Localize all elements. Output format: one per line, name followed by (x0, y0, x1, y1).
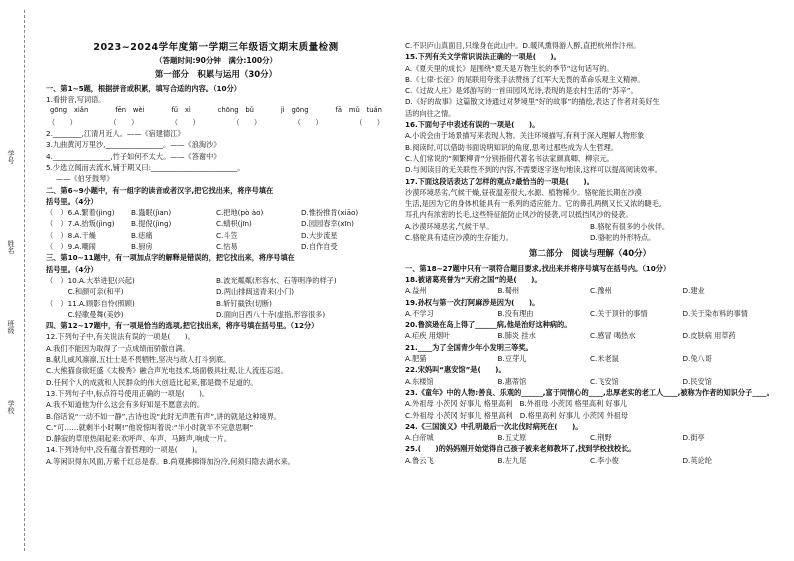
option: C.斗笠 (216, 230, 238, 240)
question-15: 15.下列有关文学常识说法正确的一项是( )。 (405, 52, 561, 62)
option: B.厨房 (131, 242, 153, 252)
question-19: 19.孙权与第一次打阿麻涉是因为( )。 (405, 297, 540, 307)
option: A.肥猫 (405, 354, 427, 364)
option: D.骆驼的外形特点。 (590, 233, 656, 243)
margin-label-id: 学号 (7, 150, 15, 164)
question-17: 17.下面这段话表达了怎样的观点?最恰当的一项是( )。 (405, 176, 594, 186)
option: B.惠蒂馆 (497, 376, 527, 386)
pinyin-row (46, 105, 386, 116)
question-1a: 1.看拼音,写词语。 (46, 95, 106, 105)
option: 活的向往之情。 (405, 108, 456, 118)
option: A.小说会由于场景描写来表现人物。关注环境描写,有利于深入理解人物形象 (405, 131, 645, 141)
answer-bracket[interactable]: （ ） (232, 117, 262, 127)
option: C.轻歌曼舞(美妙) (46, 309, 124, 319)
pinyin-item: fǔ xì (171, 106, 191, 115)
question-20: 20.鲁滨逊在岛上得了______病,他是治好这种病的。 (405, 320, 572, 330)
cut-line (24, 10, 25, 551)
option: B.蟲眠(jìan) (131, 208, 172, 218)
binding-margin (0, 0, 40, 561)
option: B.献儿威风凛凛,五壮士是不畏牺牲,坚决与敌人打斗到底。 (46, 355, 231, 365)
option: C.米老鼠 (590, 354, 619, 364)
question-6-heading: 二、第6~9小题中，有一组字的读音或者汉字,把它找出来，将序号填在 (46, 185, 274, 195)
option: A.《夏天里的成长》是围绕“夏天是万物生长的季节”这句话写的。 (405, 63, 614, 73)
question-13: 13.下列句子中,标点符号使用正确的一项是( )。 (46, 388, 210, 398)
pinyin-item: gōng xiǎn (50, 106, 89, 115)
option: D.民安馆 (682, 376, 712, 386)
option: D.两山排闼送青来(小门) (216, 287, 295, 297)
option: B.《七律·长征》的尾联用夸张手法赞扬了红军大无畏的革命乐观主义精神。 (405, 74, 645, 84)
option: D.《好的故事》这篇散文诗通过对梦境里“好的故事”的描绘,表达了作者对美好生 (405, 97, 660, 107)
option: C.李小俊 (590, 455, 619, 465)
option: D.自作自受 (301, 242, 338, 252)
pinyin-item: fēn wèi (115, 106, 145, 115)
option: C.“可……就剩半小时啊!”他说惊叫着说:“半小时就半不完意思啊” (46, 422, 254, 432)
option: B.波光粼粼(形容水、石等明净的样子) (216, 275, 337, 285)
question-5: 5.少选立闻而去流水,铺于期又曰:________________________。 (46, 162, 245, 172)
option: B.肺炎 挂水 (497, 331, 536, 341)
question-12-heading: 四、第12~17题中，有一项是恰当的选项,把它找出来，将序号填在括号里。（12分） (46, 321, 319, 331)
option: A.鲁云飞 (405, 455, 434, 465)
option: C.豫州 (590, 286, 612, 296)
option: D.皮肤病 用草药 (682, 331, 736, 341)
option: （ ）8.A.干燥 (46, 230, 96, 240)
q20-options (405, 330, 775, 341)
question-24: 24.《三国演义》中孔明最后一次北伐时病死在( )。 (405, 421, 583, 431)
option: A.疟疾 用烟叶 (405, 331, 451, 341)
pinyin-item: fā mǔ tuán (335, 106, 382, 115)
question-2: 2.________,江清月近人。——《宿建德江》 (46, 129, 185, 139)
option: A.益州 (405, 286, 427, 296)
option: D.街亭 (682, 433, 705, 443)
margin-label-school: 学校 (7, 400, 15, 414)
q22-options (405, 376, 775, 387)
option: A.沙漠环境恶劣,气候干旱。 (405, 221, 494, 231)
q18-options (405, 285, 775, 296)
question-25: 25.( )的妈妈刚开始觉得自己孩子被来老师教坏了,找到学校找校长。 (405, 444, 636, 454)
option: D.惟扮推肯(xiāo) (301, 208, 359, 218)
question-1-heading: 一、第1~5题，根据拼音或积累，填写合适的内容。（10分） (46, 83, 241, 93)
answer-bracket[interactable]: （ ） (170, 117, 200, 127)
part2-title: 第二部分 阅读与理解（40分） (528, 249, 652, 260)
option: A.我不知道他为什么这会有多好知是不愿意去的。 (46, 400, 205, 410)
left-column (46, 38, 386, 467)
question-18: 18.被诸葛亮誉为“天府之国”的是( )。 (405, 274, 542, 284)
option: B.提倪(jìng) (131, 219, 172, 229)
question-10-heading-cont: 括号里。（4分） (46, 264, 98, 274)
exam-title: 2023~2024学年度第一学期三年级语文期末质量检测 (93, 42, 339, 53)
option: D.任何个人的成就和人民群众的伟大创造比起来,都是微不足道的。 (46, 377, 258, 387)
question-5-source: ——《伯牙鼓琴》 (56, 174, 114, 184)
answer-bracket[interactable]: （ ） (293, 117, 323, 127)
margin-label-name: 姓名 (7, 240, 15, 254)
q24-options (405, 432, 775, 443)
option: （ ）7.A.抬叛(jìng) (46, 219, 115, 229)
answer-bracket[interactable]: （ ） (355, 117, 384, 127)
passage-line: 生活,是因为它的身体机能具有一系列的适应能力。它的鼻孔两侧又长又浓的睫毛, (405, 199, 662, 209)
q21-options (405, 353, 775, 364)
option: C.骆驼具有适应沙漠的生存能力。 (405, 233, 513, 243)
exam-subtitle: （答题时间:90分钟 满分:100分） (154, 56, 278, 66)
question-10-heading: 三、第10~11题中，有一项加点字的解释是错误的，把它找出来，将序号填在 (46, 253, 295, 263)
option: C.和颜可亲(和平) (46, 287, 124, 297)
margin-label-class: 班级 (7, 320, 15, 334)
option: （ ）9.A.嘲闹 (46, 242, 96, 252)
q19-options (405, 308, 775, 319)
passage-line: 耳孔内有浓密的长毛,这些特征能防止风沙的侵袭,可以抵挡风沙的侵袭。 (405, 210, 633, 220)
q17-options (405, 221, 775, 244)
option: C.人们常说的“频繁柳青”分别指借代著名书法家颜真卿、柳宗元。 (405, 153, 614, 163)
option: C.关于顶针的事情 (590, 308, 648, 318)
passage-line: 沙漠环境恶劣,气候干燥,昼夜温差很大,水源、植物稀少。骆驼能长期在沙漠 (405, 187, 642, 197)
q25-options (405, 455, 775, 466)
option: D.静寂的草原热闹起来:欢呼声、车声、马蹄声,响成一片。 (46, 434, 232, 444)
question-22: 22.宋妈叫“惠安馆”是( )。 (405, 365, 506, 375)
question-3: 3.九曲黄河万里沙,________________。——《浪淘沙》 (46, 140, 221, 150)
option: C.把地(pò ào) (216, 208, 264, 218)
option: D.英论纶 (682, 455, 712, 465)
option: A.等闲识得东风面,万紫千红总是春。B.尚观拂拂得加汾冷,何须归隐去湖水来。 (46, 456, 295, 466)
option: D.面向日西八十寺(虚指,形容很多) (216, 309, 326, 319)
question-6-heading-cont: 括号里。（4分） (46, 196, 98, 206)
question-21: 21.____为了全国青少年小发明三等奖。 (405, 342, 533, 352)
option: C.外祖母 小茨冈 好事儿 格里高利 D.格里高利 好事儿 小茨冈 外祖母 (405, 410, 628, 420)
option: B.左九尾 (497, 455, 527, 465)
option: D.与阅读目的无关联性不到的内容,不需要逐字逐句地读,这样可以提高阅读效率。 (405, 165, 662, 175)
part2-intro: 一、第18~27题中只有一项符合题目要求,找出来并将序号填写在括号内。（10分） (405, 263, 671, 273)
option: A.外祖母 小茨冈 好事儿 格里高利 B.外祖母 小茨冈 格里高利 好事儿 (405, 399, 628, 409)
option: C.蜻枳(jīn) (216, 219, 252, 229)
option: B.蜀州 (497, 286, 520, 296)
question-14: 14.下列诗句中,没有蕴含着哲理的一项是( )。 (46, 445, 202, 455)
option: B.豆芽儿 (497, 354, 527, 364)
q6-row (46, 207, 386, 252)
option: B.俗话说“一动不如一静”,古诗也说“此时无声胜有声”,讲的就是这种境界。 (46, 411, 282, 421)
option: B.痣痛 (131, 230, 153, 240)
option: C.不识庐山真面目,只缘身在此山中。D.暖风熏得游人醉,直把杭州作汴州。 (405, 41, 641, 50)
q10-rows (46, 275, 386, 320)
option: A.不学习 (405, 308, 434, 318)
option: B.阅读时,可以借助书面说明知识的角度,思考过那些成为人生哲理。 (405, 142, 619, 152)
option: （ ）6.A.繁着(jìng) (46, 208, 115, 218)
question-16: 16.下面句子中表述有误的一项是( )。 (405, 120, 540, 130)
option: A.东楼馆 (405, 376, 434, 386)
option: C.飞安馆 (590, 376, 619, 386)
option: A.白帝城 (405, 433, 434, 443)
part1-title: 第一部分 积累与运用（30分） (154, 69, 278, 80)
option: B.没有理由 (497, 308, 534, 318)
option: B.骆驼有很多的小伙伴。 (590, 221, 670, 231)
option: B.斩钉截铁(切断) (216, 298, 272, 308)
answer-brackets (46, 117, 386, 128)
option: （ ）10.A.大举进犯(兴起) (46, 275, 135, 285)
option: C.怙易 (216, 242, 238, 252)
pinyin-item: jì gōng (280, 106, 309, 115)
option: （ ）11.A.顾影自怜(照顾) (46, 298, 135, 308)
option: D.建业 (682, 286, 705, 296)
answer-bracket[interactable]: （ ） (109, 117, 139, 127)
answer-bracket[interactable]: （ ） (48, 117, 77, 127)
option: C.荆野 (590, 433, 612, 443)
option: D.关于染布料的事情 (682, 308, 748, 318)
question-12: 12.下列句子中,有关说法有误的一项是( )。 (46, 332, 195, 342)
option: B.五丈原 (497, 433, 527, 443)
option: C.感冒 喝热水 (590, 331, 636, 341)
option: D.兔八哥 (682, 354, 712, 364)
option: D.大步流星 (301, 230, 338, 240)
pinyin-item: chōng bǔ (217, 106, 254, 115)
question-4: 4.________________,竹子如何不太大。——《答谢中》 (46, 151, 221, 161)
right-column (405, 40, 775, 466)
option: C.《过故人庄》是郊游写的一首田园风光诗,表现的是农村生活的“苏辛”。 (405, 86, 638, 96)
option: C.大熊猫食欲旺盛《太极秀》融合声光电技术,场面极具壮观,让人流连忘返。 (46, 366, 288, 376)
option: D.园园春幸(xīn) (301, 219, 354, 229)
question-23: 23.《童年》中的人物:善良、乐观的______,富于同情心的____,忠厚老实的老工人____,被称为作者的知识分子____。 (405, 387, 774, 397)
option: A.我们不能因为取得了一点成绩而骄傲自满。 (46, 343, 190, 353)
